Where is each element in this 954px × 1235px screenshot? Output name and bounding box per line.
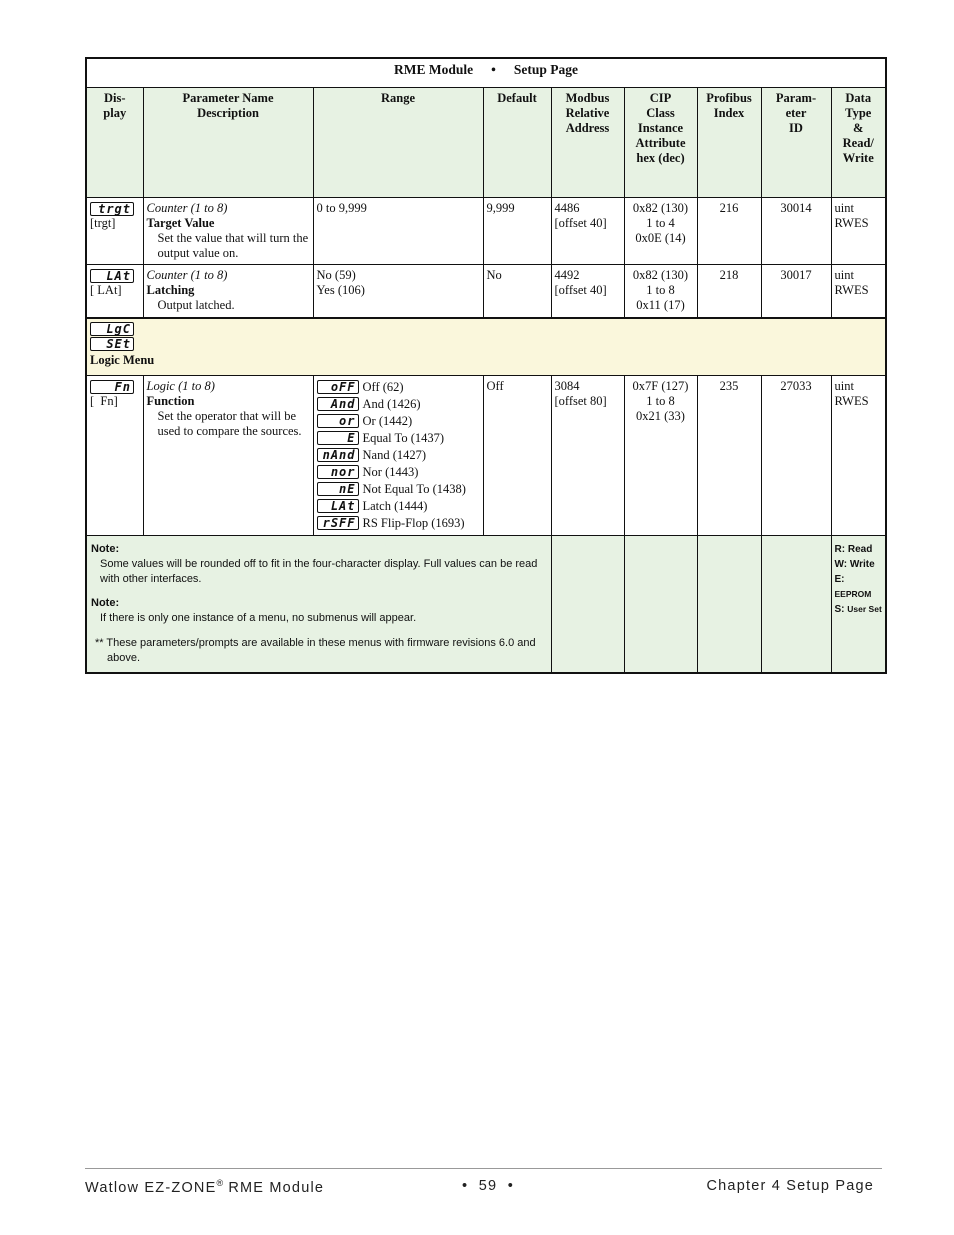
- lcd-option-nor: nor: [317, 465, 359, 479]
- lcd-option-nand: nAnd: [317, 448, 359, 462]
- note-text: If there is only one instance of a menu, no submenus will appear.: [100, 611, 417, 624]
- parameter-desc: Set the operator that will be used to compare the sources.: [157, 408, 302, 438]
- column-header-row: [86, 88, 886, 198]
- modbus-offset: [offset 80]: [554, 393, 607, 408]
- header-text: Data Type & Read/ Write: [842, 91, 874, 165]
- cip-attribute: 0x0E (14): [635, 231, 686, 245]
- header-data-type: [831, 88, 886, 198]
- range-option: [317, 413, 480, 430]
- option-label: Off (62): [362, 379, 404, 394]
- parameter-cell: [143, 198, 313, 265]
- option-label: Or (1442): [362, 413, 413, 428]
- range-option: [317, 396, 480, 413]
- range-option: No (59): [316, 268, 356, 282]
- page-footer: [85, 1168, 882, 1196]
- range-option: Yes (106): [316, 283, 365, 297]
- modbus-address: 4492: [554, 268, 580, 282]
- range-option: [317, 447, 480, 464]
- header-default: [483, 88, 551, 198]
- parameter-group: Logic (1 to 8): [146, 378, 215, 393]
- note-text: Some values will be rounded off to fit in the four-character display. Full values can be read with other interfaces.: [100, 557, 538, 585]
- parameter-name: Latching: [146, 283, 195, 297]
- parameter-name: Target Value: [146, 216, 215, 230]
- footer-brand: Watlow EZ-ZONE: [85, 1179, 217, 1196]
- range-option: [317, 464, 480, 481]
- data-type: uint: [834, 201, 854, 215]
- parameter-desc: Set the value that will turn the output value on.: [157, 231, 309, 260]
- option-label: Equal To (1437): [362, 430, 445, 445]
- notes-empty-cell: [697, 535, 761, 673]
- profibus-cell: 218: [697, 265, 761, 318]
- legend-key: R:: [834, 543, 846, 555]
- data-type: uint: [834, 268, 854, 282]
- legend-key: S:: [834, 603, 845, 615]
- display-text: [ LAt]: [90, 283, 122, 298]
- lcd-option-or: or: [317, 414, 359, 428]
- profibus-cell: 235: [697, 375, 761, 535]
- menu-title: Logic Menu: [90, 352, 155, 367]
- legend-value: User Set: [847, 603, 882, 614]
- display-text: [ Fn]: [90, 393, 118, 408]
- cip-class: 0x7F (127): [632, 378, 689, 393]
- legend-value: EEPROM: [834, 588, 872, 599]
- param-id-cell: 30014: [761, 198, 831, 265]
- cip-instance: 1 to 8: [646, 283, 675, 297]
- note-firmware: ** These parameters/prompts are available in these menus with firmware revisions 6.0 and above.: [95, 636, 536, 664]
- range-cell: 0 to 9,999: [313, 198, 483, 265]
- cip-class: 0x82 (130): [632, 268, 689, 282]
- parameter-cell: [143, 375, 313, 535]
- lcd-option-and: And: [317, 397, 359, 411]
- lcd-option-rsff: rSFF: [317, 516, 359, 530]
- notes-row: [86, 535, 886, 673]
- option-label: Nor (1443): [362, 464, 419, 479]
- header-param-id: [761, 88, 831, 198]
- range-cell: [313, 375, 483, 535]
- notes-empty-cell: [761, 535, 831, 673]
- note-heading: Note:: [91, 596, 120, 609]
- cip-cell: [624, 375, 697, 535]
- lcd-menu-lgc: LgC: [90, 322, 134, 336]
- header-text: Default: [497, 91, 537, 105]
- cip-cell: [624, 265, 697, 318]
- page-number: • 59 •: [462, 1178, 514, 1194]
- header-text: Range: [380, 91, 416, 105]
- display-cell: [86, 265, 143, 318]
- registered-mark: ®: [216, 1178, 224, 1188]
- default-cell: 9,999: [483, 198, 551, 265]
- header-range: [313, 88, 483, 198]
- lcd-display-fn: Fn: [90, 380, 134, 394]
- option-label: Latch (1444): [362, 498, 428, 513]
- modbus-offset: [offset 40]: [554, 283, 607, 297]
- legend-value: Read: [847, 543, 873, 555]
- parameter-desc: Output latched.: [157, 298, 235, 312]
- data-type-cell: [831, 198, 886, 265]
- data-type: uint: [834, 378, 854, 393]
- table-row: [86, 375, 886, 535]
- read-write: RWES: [834, 216, 869, 230]
- display-text: [trgt]: [90, 216, 116, 231]
- lcd-option-e: E: [317, 431, 359, 445]
- range-option: [317, 498, 480, 515]
- range-option: [317, 515, 480, 532]
- header-text: Dis- play: [103, 91, 127, 120]
- option-label: Not Equal To (1438): [362, 481, 466, 496]
- parameter-table: [85, 57, 887, 674]
- title-module: RME Module: [394, 62, 474, 77]
- cip-attribute: 0x21 (33): [636, 408, 685, 423]
- option-label: And (1426): [362, 396, 421, 411]
- header-text: CIP Class Instance Attribute hex (dec): [635, 91, 686, 165]
- read-write: RWES: [834, 283, 869, 297]
- header-text: Modbus Relative Address: [565, 91, 610, 135]
- cip-instance: 1 to 4: [646, 216, 675, 230]
- menu-row-logic: [86, 318, 886, 376]
- modbus-cell: [551, 198, 624, 265]
- legend-value: Write: [849, 558, 875, 570]
- display-cell: [86, 198, 143, 265]
- table-title-row: [86, 58, 886, 88]
- lcd-display-lat: LAt: [90, 269, 134, 283]
- modbus-cell: [551, 375, 624, 535]
- header-modbus: [551, 88, 624, 198]
- notes-cell: [86, 535, 551, 673]
- modbus-address: 4486: [554, 201, 580, 215]
- table-row: [86, 265, 886, 318]
- header-text: Profibus Index: [706, 91, 752, 120]
- parameter-group: Counter (1 to 8): [146, 268, 228, 282]
- table-row: [86, 198, 886, 265]
- range-option: [317, 430, 480, 447]
- modbus-address: 3084: [554, 378, 580, 393]
- range-option: [317, 379, 480, 396]
- lcd-option-ne: nE: [317, 482, 359, 496]
- menu-cell: [86, 318, 886, 376]
- table-title: [86, 58, 886, 88]
- title-separator: •: [491, 62, 496, 77]
- notes-empty-cell: [551, 535, 624, 673]
- param-id-cell: 30017: [761, 265, 831, 318]
- display-cell: [86, 375, 143, 535]
- header-text: Parameter Name Description: [182, 91, 274, 120]
- footer-module: RME Module: [223, 1179, 325, 1196]
- header-display: [86, 88, 143, 198]
- read-write: RWES: [834, 393, 869, 408]
- profibus-cell: 216: [697, 198, 761, 265]
- footer-product: [85, 1178, 324, 1196]
- default-cell: Off: [483, 375, 551, 535]
- param-id-cell: 27033: [761, 375, 831, 535]
- range-option: [317, 481, 480, 498]
- cip-attribute: 0x11 (17): [636, 298, 685, 312]
- lcd-display-trgt: trgt: [90, 202, 134, 216]
- parameter-cell: [143, 265, 313, 318]
- cip-cell: [624, 198, 697, 265]
- header-cip: [624, 88, 697, 198]
- option-label: Nand (1427): [362, 447, 427, 462]
- cip-class: 0x82 (130): [632, 201, 689, 215]
- rw-legend: [831, 535, 886, 673]
- parameter-group: Counter (1 to 8): [146, 201, 228, 215]
- note-heading: Note:: [91, 542, 120, 555]
- header-parameter: [143, 88, 313, 198]
- data-type-cell: [831, 375, 886, 535]
- lcd-option-off: oFF: [317, 380, 359, 394]
- header-text: Param- eter ID: [775, 91, 817, 135]
- modbus-cell: [551, 265, 624, 318]
- lcd-menu-set: SEt: [90, 337, 134, 351]
- parameter-name: Function: [146, 393, 195, 408]
- lcd-option-lat: LAt: [317, 499, 359, 513]
- header-profibus: [697, 88, 761, 198]
- modbus-offset: [offset 40]: [554, 216, 607, 230]
- notes-empty-cell: [624, 535, 697, 673]
- footer-chapter: Chapter 4 Setup Page: [706, 1178, 874, 1194]
- data-type-cell: [831, 265, 886, 318]
- cip-instance: 1 to 8: [646, 393, 675, 408]
- default-cell: No: [483, 265, 551, 318]
- title-page: Setup Page: [513, 62, 578, 77]
- parameter-sheet: [85, 57, 885, 674]
- legend-key: E:: [834, 573, 845, 585]
- option-label: RS Flip-Flop (1693): [362, 515, 465, 530]
- legend-key: W:: [834, 558, 848, 570]
- range-cell: [313, 265, 483, 318]
